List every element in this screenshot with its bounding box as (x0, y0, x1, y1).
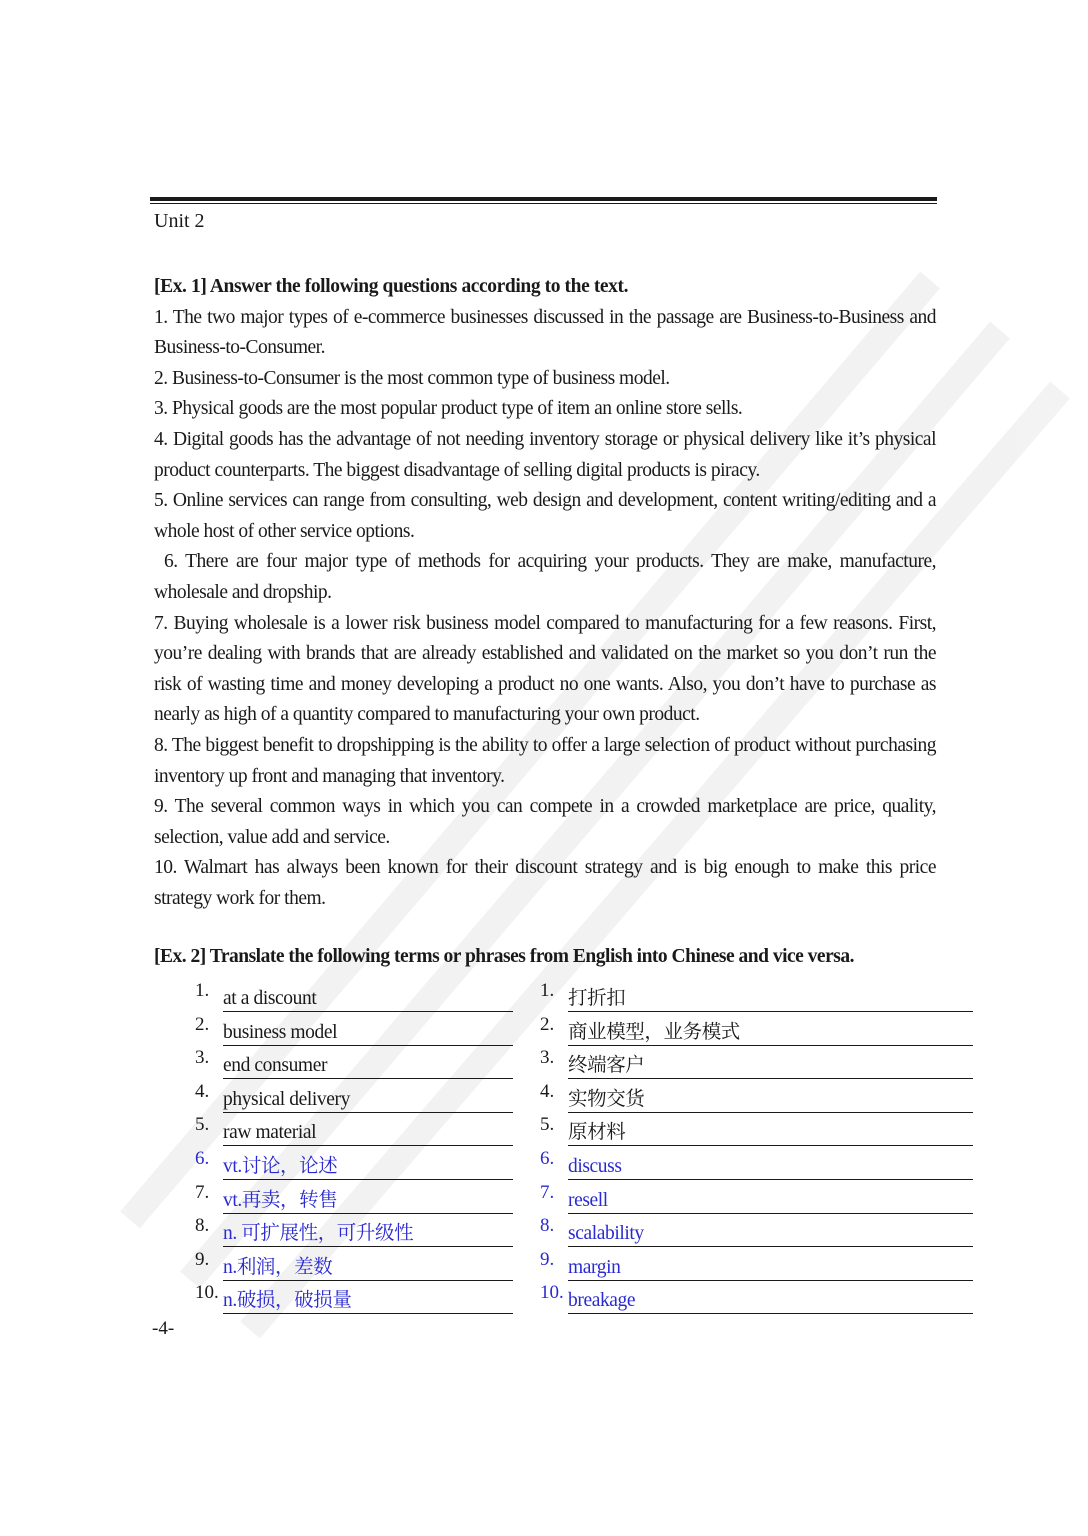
vocab-row (540, 1182, 973, 1216)
vocab-term: physical delivery (223, 1087, 513, 1113)
vocab-answer: n. 可扩展性，可升级性 (223, 1221, 513, 1247)
ex1-answer-1: 1. The two major types of e-commerce businesses discussed in the passage are Business-to-Business and Business-to-Consumer. (154, 306, 936, 359)
vocab-row (195, 1148, 513, 1182)
vocab-term: 原材料 (568, 1120, 973, 1146)
ex1-section (154, 272, 936, 914)
vocab-row (195, 1249, 513, 1283)
vocab-row (195, 980, 513, 1014)
vocab-row (195, 1215, 513, 1249)
vocab-row (540, 1114, 973, 1148)
vocab-answer: resell (568, 1188, 973, 1214)
ex1-answer-9: 9. The several common ways in which you can compete in a crowded marketplace are price, quality, selection, value add and service. (154, 796, 936, 848)
vocab-number: 3. (540, 1047, 555, 1069)
vocab-term: 商业模型，业务模式 (568, 1020, 973, 1046)
vocab-row (195, 1014, 513, 1048)
page-number: -4- (152, 1318, 175, 1339)
vocab-term: 实物交货 (568, 1087, 973, 1113)
vocab-row (195, 1081, 513, 1115)
ex2-left-column (195, 980, 513, 1316)
vocab-term: business model (223, 1020, 513, 1046)
vocab-row (195, 1114, 513, 1148)
vocab-number: 2. (540, 1013, 555, 1035)
vocab-row (195, 1282, 513, 1316)
vocab-row (540, 1148, 973, 1182)
vocab-row (195, 1047, 513, 1081)
ex1-answer-5: 5. Online services can range from consulting, web design and development, content writing/editing and a whole host of other service options. (154, 490, 936, 542)
vocab-number: 5. (195, 1114, 210, 1136)
vocab-number: 1. (195, 980, 210, 1001)
vocab-row (540, 1282, 973, 1316)
vocab-row (540, 1249, 973, 1283)
vocab-term: 打折扣 (568, 986, 973, 1012)
vocab-answer: vt.讨论，论述 (223, 1154, 513, 1180)
vocab-number: 7. (195, 1181, 210, 1203)
vocab-number: 8. (195, 1215, 210, 1237)
vocab-number: 3. (195, 1047, 210, 1069)
vocab-row (540, 1081, 973, 1115)
vocab-answer: breakage (568, 1288, 973, 1314)
vocab-answer: margin (568, 1255, 973, 1281)
vocab-number: 10. (195, 1282, 219, 1304)
ex2-right-column (540, 980, 973, 1316)
vocab-row (540, 1047, 973, 1081)
ex1-answer-7: 7. Buying wholesale is a lower risk business model compared to manufacturing for a few reasons. First, you’re dealing with brands that are already established and validated on the market so you don’t run the risk of wasting time and money developing a product no one wants. Also, you don’t have to purchase as nearly as high of a quantity compared to manufacturing your own product. (154, 612, 936, 726)
vocab-number: 4. (195, 1080, 210, 1102)
vocab-answer: scalability (568, 1221, 973, 1247)
ex1-answer-6: 6. There are four major type of methods for acquiring your products. They are make, manufacture, wholesale and dropship. (154, 551, 936, 603)
ex1-answer-10: 10. Walmart has always been known for their discount strategy and is big enough to make this price strategy work for them. (154, 857, 936, 909)
vocab-answer: n.破损，破损量 (223, 1288, 513, 1314)
ex1-answer-3: 3. Physical goods are the most popular product type of item an online store sells. (154, 398, 743, 420)
ex1-heading: [Ex. 1] Answer the following questions according to the text. (154, 276, 629, 297)
vocab-row (195, 1182, 513, 1216)
vocab-number: 9. (540, 1248, 555, 1270)
vocab-number: 6. (540, 1147, 555, 1169)
header-rule-thin (150, 203, 937, 204)
vocab-number: 10. (540, 1282, 564, 1304)
vocab-number: 2. (195, 1013, 210, 1035)
vocab-row (540, 980, 973, 1014)
header-rule-thick (150, 197, 937, 201)
vocab-row (540, 1014, 973, 1048)
vocab-term: 终端客户 (568, 1053, 973, 1079)
vocab-answer: discuss (568, 1154, 973, 1180)
vocab-answer: n.利润，差数 (223, 1255, 513, 1281)
ex1-answer-8: 8. The biggest benefit to dropshipping is the ability to offer a large selection of product without purchasing inventory up front and managing that inventory. (154, 734, 936, 787)
ex1-answer-4: 4. Digital goods has the advantage of not needing inventory storage or physical delivery like it’s physical product counterparts. The biggest disadvantage of selling digital products is piracy. (154, 428, 936, 481)
vocab-number: 8. (540, 1215, 555, 1237)
vocab-term: end consumer (223, 1053, 513, 1079)
ex2-heading: [Ex. 2] Translate the following terms or phrases from English into Chinese and vice versa. (154, 946, 854, 967)
vocab-number: 5. (540, 1114, 555, 1136)
vocab-row (540, 1215, 973, 1249)
vocab-number: 9. (195, 1248, 210, 1270)
vocab-number: 7. (540, 1181, 555, 1203)
vocab-number: 6. (195, 1147, 210, 1169)
ex1-answer-2: 2. Business-to-Consumer is the most common type of business model. (154, 367, 670, 389)
vocab-term: raw material (223, 1120, 513, 1146)
vocab-answer: vt.再卖，转售 (223, 1188, 513, 1214)
vocab-term: at a discount (223, 986, 513, 1012)
unit-label: Unit 2 (154, 210, 205, 232)
vocab-number: 1. (540, 980, 555, 1001)
vocab-number: 4. (540, 1080, 555, 1102)
